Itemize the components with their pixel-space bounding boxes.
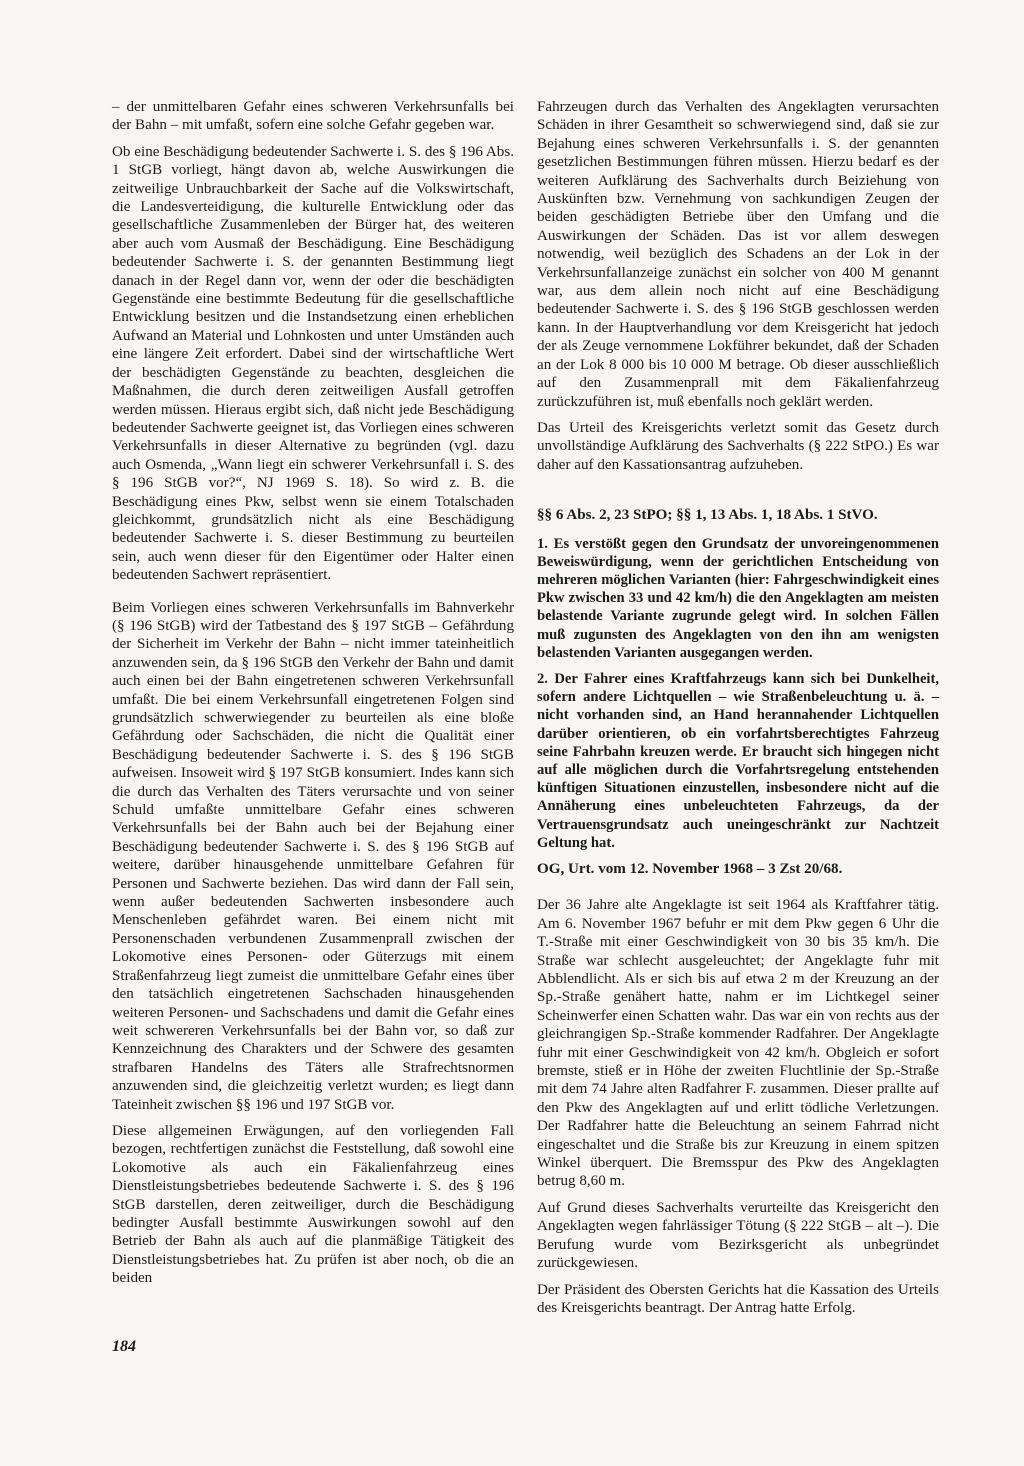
left-column [112, 98, 514, 1296]
right-column [537, 98, 939, 1325]
decision-reference: OG, Urt. vom 12. November 1968 – 3 Zst 20/68. [537, 860, 843, 877]
paragraph: Ob eine Beschädigung bedeutender Sachwerte i. S. des § 196 Abs. 1 StGB vorliegt, hängt davon ab, welche Auswirkungen die zeitweilige Unbrauchbarkeit der Sache auf die Volkswirtschaft, die Landesverteidigung, die kulturelle Entwicklung oder das gesellschaftliche Zusammenleben der Bürger hat, des weiteren aber auch vom Ausmaß der Beschädigung. Eine Beschädigung bedeutender Sachwerte i. S. der genannten Bestimmung liegt danach in der Regel dann vor, wenn der oder die beschädigten Gegenstände eine bestimmte Bedeutung für die gesellschaftliche Entwicklung besitzen und die Instandsetzung einen erheblichen Aufwand an Material und Lohnkosten und unter Umständen auch eine längere Zeit erfordert. Dabei sind der wirtschaftliche Wert der beschädigten Gegenstände zu beachten, desgleichen die Maßnahmen, die durch deren zeitweiligen Ausfall getroffen werden müssen. Hieraus ergibt sich, daß nicht jede Beschädigung bedeutender Sachwerte geeignet ist, das Vorliegen eines schweren Verkehrsunfalls in dieser Alternative zu begründen (vgl. dazu auch Osmenda, „Wann liegt ein schwerer Verkehrsunfall i. S. des § 196 StGB vor?“, NJ 1969 S. 18). So wird z. B. die Beschädigung eines Pkw, selbst wenn sie einem Totalschaden gleichkommt, grundsätzlich nicht als eine Beschädigung bedeutender Sachwerte i. S. dieser Bestimmung zu beurteilen sein, auch wenn dieser für den Eigentümer oder Halter einen bedeutenden Sachwert repräsentiert. [112, 143, 514, 584]
paragraph: Diese allgemeinen Erwägungen, auf den vorliegenden Fall bezogen, rechtfertigen zunächst die Feststellung, daß sowohl eine Lokomotive als auch ein Fäkalienfahrzeug eines Dienstleistungsbetriebes bedeutende Sachwerte i. S. des § 196 StGB darstellen, deren zeitweiliger, durch die Beschädigung bedingter Ausfall bestimmte Auswirkungen sowohl auf den Betrieb der Bahn als auch auf die planmäßige Tätigkeit des Dienstleistungsbetriebes hat. Zu prüfen ist aber noch, ob die an beiden [112, 1122, 514, 1287]
paragraph: Beim Vorliegen eines schweren Verkehrsunfalls im Bahnverkehr (§ 196 StGB) wird der Tatbestand des § 197 StGB – Gefährdung der Sicherheit im Verkehr der Bahn – nicht immer tateinheitlich anzuwenden sein, da § 196 StGB den Verkehr der Bahn und damit auch einen bei der Bahn eingetretenen schweren Verkehrsunfall umfaßt. Die bei einem Verkehrsunfall eingetretenen Folgen sind grundsätzlich schwerwiegender zu beurteilen als eine bloße Gefährdung oder Sachschäden, die nicht die Qualität einer Beschädigung bedeutender Sachwerte i. S. des § 196 StGB aufweisen. Insoweit wird § 197 StGB konsumiert. Indes kann sich die durch das Verhalten des Täters verursachte und von seiner Schuld umfaßte unmittelbare Gefahr eines schweren Verkehrsunfalls bei der Bahn auch bei der Bejahung einer Beschädigung bedeutender Sachwerte i. S. des § 196 StGB auf weitere, darüber hinausgehende unmittelbare Gefahren für Personen und Sachwerte beziehen. Das wird dann der Fall sein, wenn außer bedeutenden Sachwerten insbesondere auch Menschenleben gefährdet waren. Bei einem nicht mit Personenschaden verbundenen Zusammenprall zwischen der Lokomotive eines Personen- oder Güterzugs mit einem Straßenfahrzeug liegt zumeist die unmittelbare Gefahr eines über den tatsächlich eingetretenen Sachschaden hinausgehenden weiteren Personen- und Sachschadens und damit die Gefahr eines weit schwereren Verkehrsunfalls bei der Bahn vor, so daß zur Kennzeichnung des Charakters und der Schwere des gesamten strafbaren Handelns des Täters alle Strafrechtsnormen anzuwenden sind, die gleichzeitig verletzt wurden; es liegt dann Tateinheit zwischen §§ 196 und 197 StGB vor. [112, 599, 514, 1113]
paragraph: Der Präsident des Obersten Gerichts hat die Kassation des Urteils des Kreisgerichts beantragt. Der Antrag hatte Erfolg. [537, 1281, 939, 1316]
paragraph: – der unmittelbaren Gefahr eines schweren Verkehrsunfalls bei der Bahn – mit umfaßt, sofern eine solche Gefahr gegeben war. [112, 99, 514, 134]
page-number: 184 [112, 1338, 136, 1355]
paragraph: Der 36 Jahre alte Angeklagte ist seit 1964 als Kraftfahrer tätig. Am 6. November 1967 befuhr er mit dem Pkw gegen 6 Uhr die T.-Straße mit einer Geschwindigkeit von 30 bis 35 km/h. Die Straße war schlecht ausgeleuchtet; der Angeklagte fuhr mit Abblendlicht. Als er sich bis auf etwa 2 m der Kreuzung an der Sp.-Straße genähert hatte, nahm er im Lichtkegel seiner Scheinwerfer einen Schatten wahr. Das war ein von rechts aus der gleichrangigen Sp.-Straße kommender Radfahrer. Der Angeklagte fuhr mit einer Geschwindigkeit von 42 km/h. Obgleich er sofort bremste, stieß er in Höhe der zweiten Fluchtlinie der Sp.-Straße mit dem 74 Jahre alten Radfahrer F. zusammen. Dieser prallte auf den Pkw des Angeklagten auf und erlitt tödliche Verletzungen. Der Radfahrer hatte die Beleuchtung an seinem Fahrrad nicht eingeschaltet und die Straße bis zur Kreuzung in einem spitzen Winkel überquert. Die Bremsspur des Pkw des Angeklagten betrug 8,60 m. [537, 897, 939, 1190]
paragraph: Auf Grund dieses Sachverhalts verurteilte das Kreisgericht den Angeklagten wegen fahrlässiger Tötung (§ 222 StGB – alt –). Die Berufung wurde vom Bezirksgericht als unbegründet zurückgewiesen. [537, 1199, 939, 1272]
paragraph: Fahrzeugen durch das Verhalten des Angeklagten verursachten Schäden in ihrer Gesamtheit so schwerwiegend sind, daß sie zur Bejahung eines schweren Verkehrsunfalls i. S. der genannten gesetzlichen Bestimmungen führen müssen. Hierzu bedarf es der weiteren Aufklärung des Sachverhalts durch Beiziehung von Auskünften bzw. Vernehmung von sachkundigen Zeugen der beiden geschädigten Betriebe über den Umfang und die Auswirkungen der Schäden. Das ist vor allem deswegen notwendig, weil bezüglich des Schadens an der Lok in der Verkehrsunfallanzeige zunächst ein solcher von 400 M genannt war, aus dem allein noch nicht auf eine Beschädigung bedeutender Sachwerte i. S. des § 196 StGB geschlossen werden kann. In der Hauptverhandlung vor dem Kreisgericht hat jedoch der als Zeuge vernommene Lokführer bekundet, daß der Schaden an der Lok 8 000 bis 10 000 M betrage. Ob dieser ausschließlich auf den Zusammenprall mit dem Fäkalienfahrzeug zurückzuführen ist, muß ebenfalls noch geklärt werden. [537, 99, 939, 410]
headnote: 1. Es verstößt gegen den Grundsatz der unvoreingenommenen Beweiswürdigung, wenn der gerichtlichen Entscheidung von mehreren möglichen Varianten (hier: Fahrgeschwindigkeit eines Pkw zwischen 33 und 42 km/h) die den Angeklagten am meisten belastende Variante zugrunde gelegt wird. In solchen Fällen muß zugunsten des Angeklagten von den ihn am wenigsten belastenden Varianten ausgegangen werden. [537, 535, 939, 661]
statute-citation: §§ 6 Abs. 2, 23 StPO; §§ 1, 13 Abs. 1, 18 Abs. 1 StVO. [537, 507, 878, 524]
headnote: 2. Der Fahrer eines Kraftfahrzeugs kann sich bei Dunkelheit, sofern andere Lichtquellen – wie Straßenbeleuchtung u. ä. – nicht vorhanden sind, an Hand herannahender Lichtquellen darüber orientieren, ob ein vorfahrtsberechtigtes Fahrzeug seine Fahrbahn kreuzen werde. Er braucht sich hingegen nicht auf alle möglichen durch die Vorfahrtsregelung entstehenden künftigen Situationen einzustellen, insbesondere nicht auf die Annäherung eines unbeleuchteten Fahrzeugs, da der Vertrauensgrundsatz auch uneingeschränkt zur Nachtzeit Geltung hat. [537, 670, 939, 851]
paragraph: Das Urteil des Kreisgerichts verletzt somit das Gesetz durch unvollständige Aufklärung des Sachverhalts (§ 222 StPO.) Es war daher auf den Kassationsantrag aufzuheben. [537, 419, 939, 473]
